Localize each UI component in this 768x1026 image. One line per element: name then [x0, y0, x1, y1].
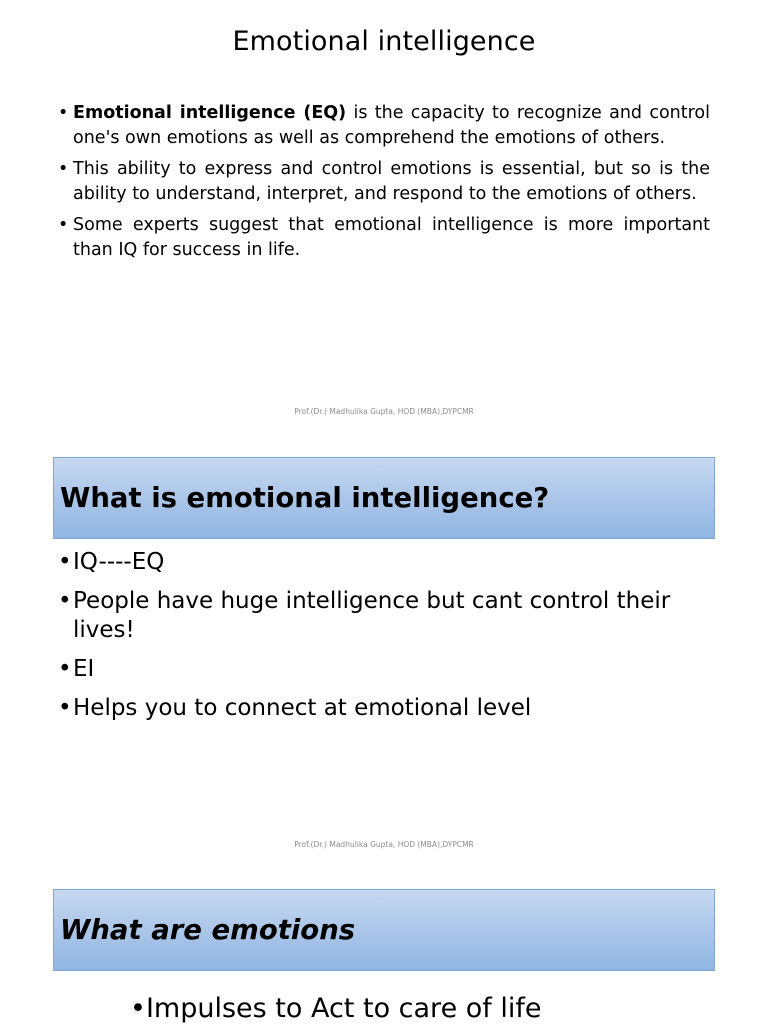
bullet-marker: • [58, 103, 69, 123]
title-band [53, 889, 715, 971]
bullet-marker: • [58, 549, 72, 575]
bullet-marker: • [130, 993, 146, 1024]
bullet-list [58, 548, 698, 733]
list-item [58, 694, 698, 723]
list-item [58, 587, 698, 645]
slide-footer: Prof.(Dr.) Madhulika Gupta, HOD (MBA),DYPCMR [294, 407, 474, 416]
list-item [130, 992, 542, 1026]
slide-emotional-intelligence [0, 0, 768, 432]
list-item [58, 548, 698, 577]
item-text: This ability to express and control emotions is essential, but so is the ability to understand, interpret, and respond to the emotions of others. [73, 159, 710, 204]
item-text: IQ----EQ [73, 549, 165, 575]
item-text: Some experts suggest that emotional intelligence is more important than IQ for success in life. [73, 215, 710, 260]
title-band [53, 457, 715, 539]
bullet-marker: • [58, 215, 69, 235]
slide-title: Emotional intelligence [232, 26, 536, 57]
slide-title: What is emotional intelligence? [60, 482, 550, 514]
slide-what-is-ei [0, 432, 768, 864]
list-item [58, 101, 710, 150]
slide-what-are-emotions [0, 864, 768, 1024]
bullet-marker: • [58, 588, 72, 614]
slide-footer: Prof.(Dr.) Madhulika Gupta, HOD (MBA),DYPCMR [294, 840, 474, 849]
list-item [58, 655, 698, 684]
item-text: EI [73, 656, 95, 682]
item-text: is the capacity to recognize and control one's own emotions as well as comprehend the emotions of others. [73, 103, 710, 148]
bullet-marker: • [58, 695, 72, 721]
item-text: Helps you to connect at emotional level [73, 695, 532, 721]
bullet-list [58, 101, 710, 269]
item-text: People have huge intelligence but cant control their lives! [73, 588, 671, 643]
slide-title: What are emotions [60, 914, 356, 946]
item-text: Impulses to Act to care of life [145, 993, 542, 1024]
list-item [58, 157, 710, 206]
bullet-marker: • [58, 656, 72, 682]
bullet-marker: • [58, 159, 69, 179]
bold-term: Emotional intelligence (EQ) [73, 103, 347, 123]
list-item [58, 213, 710, 262]
